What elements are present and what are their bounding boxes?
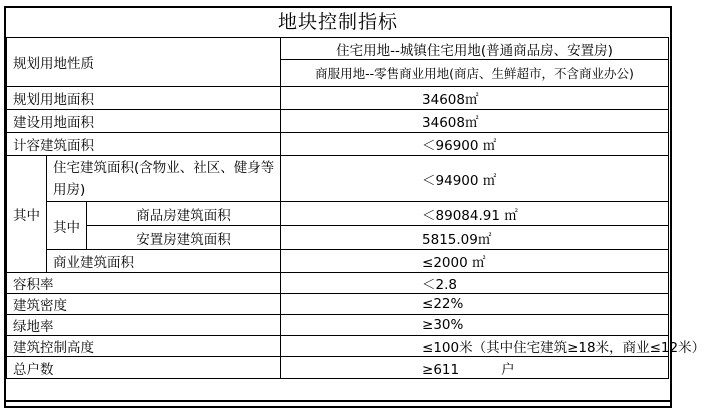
height-limit-value: ≤100米（其中住宅建筑≥18米，商业≤12米）: [281, 336, 669, 357]
commercial-building-label: 商业建筑面积: [47, 250, 281, 273]
planned-area-label: 规划用地面积: [7, 87, 281, 110]
table-row: [7, 336, 669, 357]
plot-ratio-value: ＜2.8: [281, 273, 669, 294]
table-row: [7, 202, 669, 226]
table-row: [7, 250, 669, 273]
table-row: [7, 315, 669, 336]
commercial-housing-value: ＜89084.91 ㎡: [281, 202, 669, 226]
far-floor-area-value: ＜96900 ㎡: [281, 133, 669, 156]
table-row: [7, 38, 669, 60]
households-label: 总户数: [7, 357, 281, 379]
table-row: [7, 273, 669, 294]
planned-area-value: 34608㎡: [281, 87, 669, 110]
of-which-label: 其中: [7, 156, 47, 273]
table-row: [7, 87, 669, 110]
table-title: 地块控制指标: [277, 11, 398, 33]
plot-ratio-label: 容积率: [7, 273, 281, 294]
commercial-housing-label: 商品房建筑面积: [87, 202, 281, 226]
residential-label: 住宅建筑面积(含物业、社区、健身等用房): [47, 156, 281, 202]
resettlement-housing-label: 安置房建筑面积: [87, 226, 281, 250]
bottom-rule: [6, 400, 670, 402]
construction-area-value: 34608㎡: [281, 110, 669, 133]
table-row: [7, 226, 669, 250]
land-control-table: [6, 37, 705, 379]
height-limit-label: 建筑控制高度: [7, 336, 281, 357]
far-floor-area-label: 计容建筑面积: [7, 133, 281, 156]
households-value: ≥611 户: [281, 357, 669, 379]
construction-area-label: 建设用地面积: [7, 110, 281, 133]
of-which-sub-label: 其中: [47, 202, 87, 250]
residential-value: ＜94900 ㎡: [281, 156, 669, 202]
table-row: [7, 156, 669, 202]
table-row: [7, 357, 669, 379]
land-use-value-2: 商服用地--零售商业用地(商店、生鲜超市，不含商业办公): [281, 60, 669, 87]
households-unit: 户: [501, 361, 515, 378]
table-row: [7, 110, 669, 133]
green-ratio-value: ≥30%: [281, 315, 669, 336]
land-use-value-1: 住宅用地--城镇住宅用地(普通商品房、安置房): [281, 38, 669, 60]
land-use-label: 规划用地性质: [7, 38, 281, 87]
building-density-value: ≤22%: [281, 294, 669, 315]
table-row: [7, 133, 669, 156]
building-density-label: 建筑密度: [7, 294, 281, 315]
resettlement-housing-value: 5815.09㎡: [281, 226, 669, 250]
table-row: [7, 294, 669, 315]
commercial-building-value: ≤2000 ㎡: [281, 250, 669, 273]
green-ratio-label: 绿地率: [7, 315, 281, 336]
